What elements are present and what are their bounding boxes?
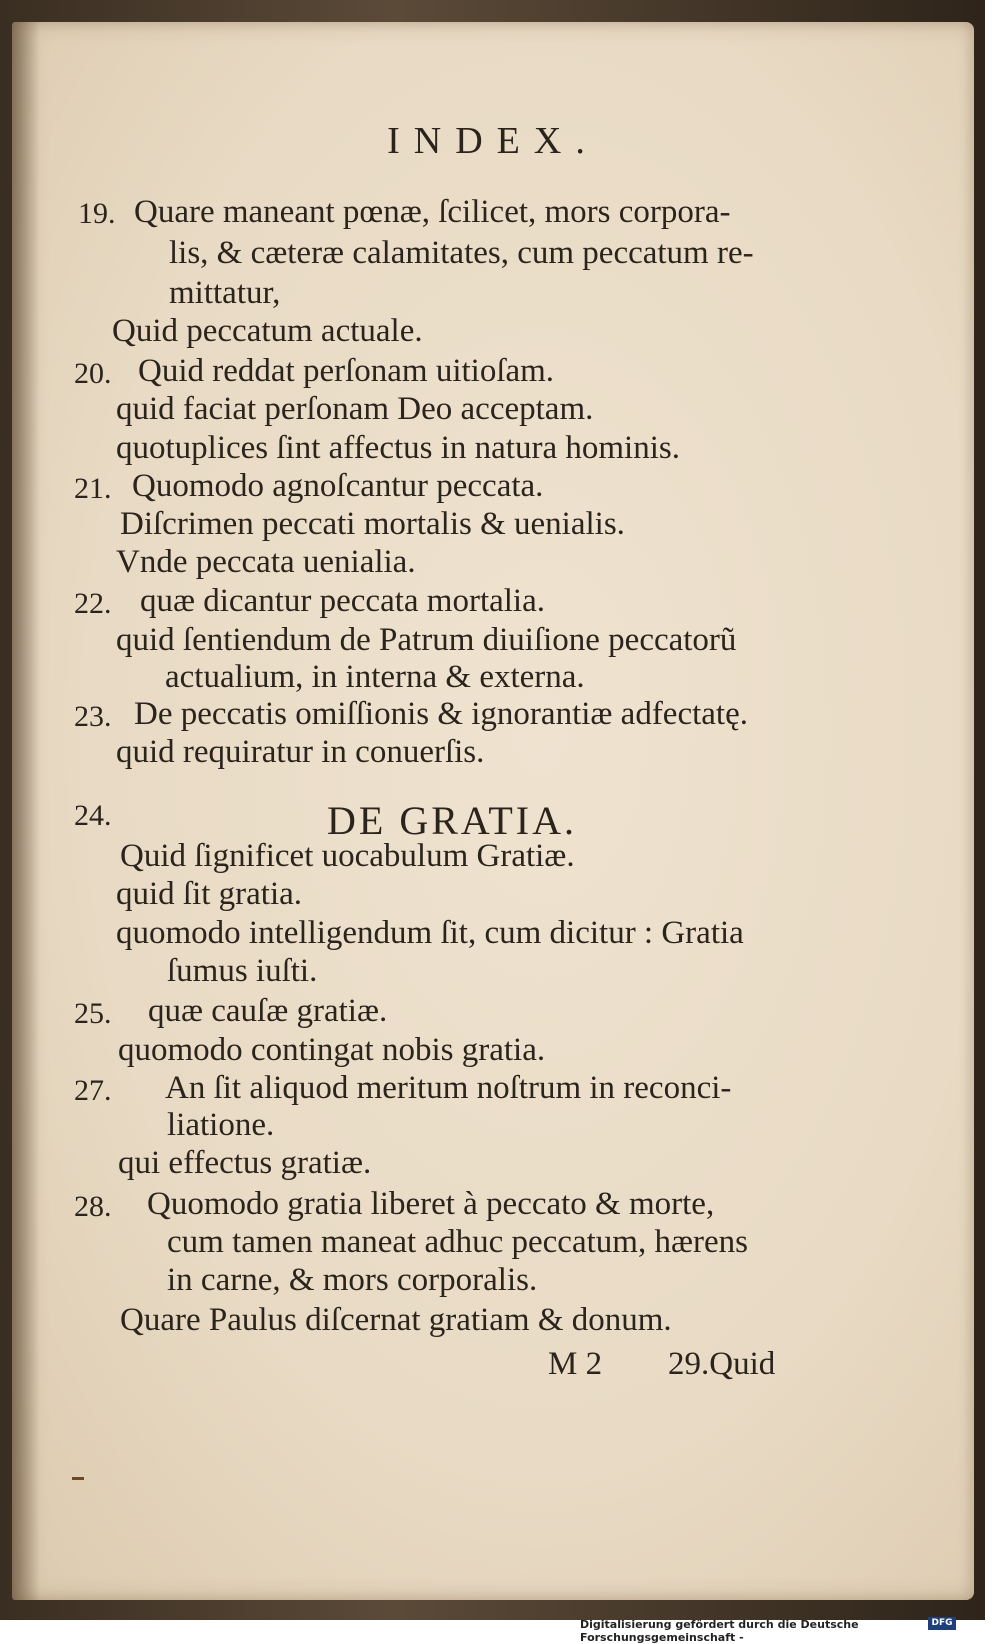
dfg-logo: DFG <box>928 1617 956 1630</box>
entry-line: Quomodo agnoſcantur peccata. <box>132 468 544 504</box>
entry-number: 23. <box>74 700 112 733</box>
entry-number: 21. <box>74 472 112 505</box>
section-number: 24. <box>74 799 112 832</box>
entry-line: quomodo contingat nobis gratia. <box>118 1032 546 1068</box>
entry-line: actualium, in interna & externa. <box>165 659 585 695</box>
entry-number: 25. <box>74 997 112 1030</box>
entry-line: De peccatis omiſſionis & ignorantiæ adfectatę. <box>134 696 748 732</box>
entry-line: Quid ſignificet uocabulum Gratiæ. <box>120 838 575 874</box>
entry-number: 19. <box>78 197 116 230</box>
catchword: 29.Quid <box>668 1346 776 1382</box>
page-text <box>12 22 974 1600</box>
entry-line: Quid peccatum actuale. <box>112 313 423 349</box>
entry-line: Quare maneant pœnæ, ſcilicet, mors corpora- <box>134 194 731 230</box>
entry-line: liatione. <box>167 1107 275 1143</box>
entry-number: 22. <box>74 587 112 620</box>
entry-line: qui effectus gratiæ. <box>118 1145 372 1181</box>
book-page <box>12 22 974 1600</box>
entry-line: Diſcrimen peccati mortalis & uenialis. <box>120 506 625 542</box>
entry-line: quæ dicantur peccata mortalia. <box>140 583 545 619</box>
entry-line: Quid reddat perſonam uitioſam. <box>138 353 555 389</box>
entry-line: cum tamen maneat adhuc peccatum, hærens <box>167 1224 748 1260</box>
entry-line: quomodo intelligendum ſit, cum dicitur : Gratia <box>116 915 744 951</box>
entry-number: 28. <box>74 1190 112 1223</box>
section-heading: DE GRATIA. <box>327 798 577 843</box>
entry-line: mittatur, <box>169 275 281 311</box>
margin-mark <box>72 1477 84 1480</box>
entry-line: quid ſit gratia. <box>116 876 303 912</box>
signature-mark: M 2 <box>548 1346 603 1382</box>
entry-number: 20. <box>74 357 112 390</box>
entry-line: Quomodo gratia liberet à peccato & morte, <box>147 1186 715 1222</box>
entry-line: quid ſentiendum de Patrum diuiſione peccatorũ <box>116 622 737 658</box>
entry-line: Quare Paulus diſcernat gratiam & donum. <box>120 1302 672 1338</box>
entry-line: quæ cauſæ gratiæ. <box>148 993 388 1029</box>
entry-line: Vnde peccata uenialia. <box>116 544 416 580</box>
entry-number: 27. <box>74 1074 112 1107</box>
entry-line: An ſit aliquod meritum noſtrum in reconci- <box>165 1070 732 1106</box>
entry-line: quotuplices ſint affectus in natura hominis. <box>116 430 680 466</box>
entry-line: ſumus iuſti. <box>167 953 318 989</box>
running-header: INDEX. <box>387 120 599 162</box>
entry-line: lis, & cæteræ calamitates, cum peccatum re- <box>169 235 754 271</box>
digitization-credit: Digitalisierung gefördert durch die Deutsche Forschungsgemeinschaft - <box>580 1618 859 1644</box>
entry-line: quid requiratur in conuerſis. <box>116 734 485 770</box>
entry-line: quid faciat perſonam Deo acceptam. <box>116 391 594 427</box>
entry-line: in carne, & mors corporalis. <box>167 1262 538 1298</box>
